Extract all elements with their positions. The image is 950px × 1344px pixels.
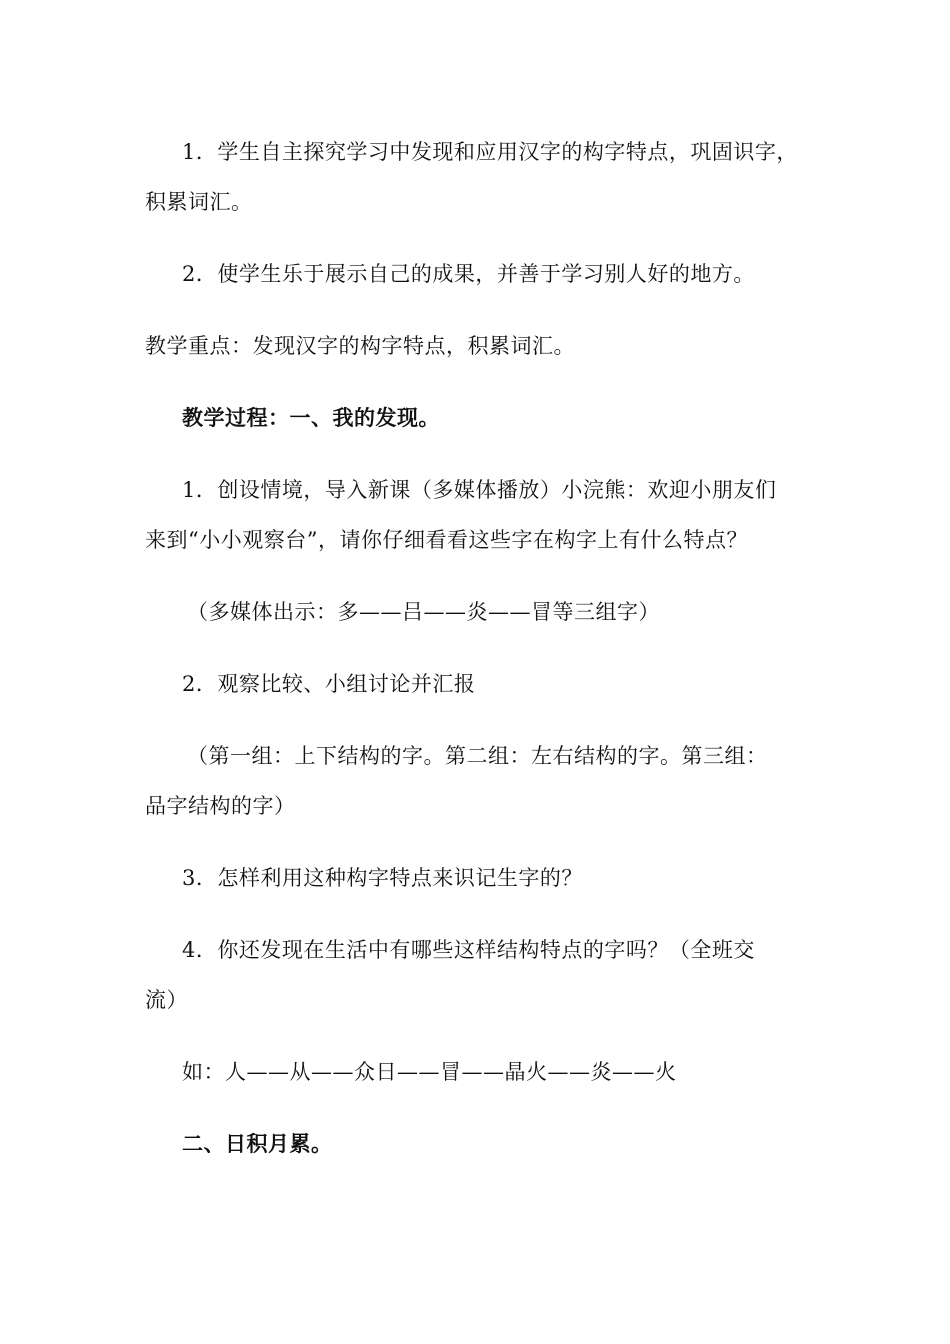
multimedia-note: （多媒体出示：多——吕——炎——冒等三组字） [187, 600, 660, 624]
step-2: 2．观察比较、小组讨论并汇报 [182, 672, 476, 696]
examples-line: 如：人——从——众日——冒——晶火——炎——火 [182, 1060, 677, 1084]
step-1-line-1: 1．创设情境，导入新课（多媒体播放）小浣熊：欢迎小朋友们 [182, 478, 777, 502]
goal-1-line-2: 积累词汇。 [145, 190, 253, 214]
section-heading-discovery: 教学过程：一、我的发现。 [182, 405, 440, 430]
step-1-line-2: 来到“小小观察台”，请你仔细看看这些字在构字上有什么特点？ [145, 528, 748, 552]
goal-2: 2．使学生乐于展示自己的成果，并善于学习别人好的地方。 [182, 262, 755, 286]
step-4-line-2: 流） [145, 988, 188, 1012]
teaching-focus: 教学重点：发现汉字的构字特点，积累词汇。 [145, 334, 575, 358]
step-4-line-1: 4．你还发现在生活中有哪些这样结构特点的字吗？（全班交 [182, 938, 755, 962]
groups-note-line-1: （第一组：上下结构的字。第二组：左右结构的字。第三组： [187, 744, 768, 768]
section-heading-accumulation: 二、日积月累。 [182, 1131, 333, 1156]
goal-1-line-1: 1．学生自主探究学习中发现和应用汉字的构字特点，巩固识字， [182, 140, 798, 164]
groups-note-line-2: 品字结构的字） [145, 794, 296, 818]
step-3: 3．怎样利用这种构字特点来识记生字的？ [182, 866, 583, 890]
